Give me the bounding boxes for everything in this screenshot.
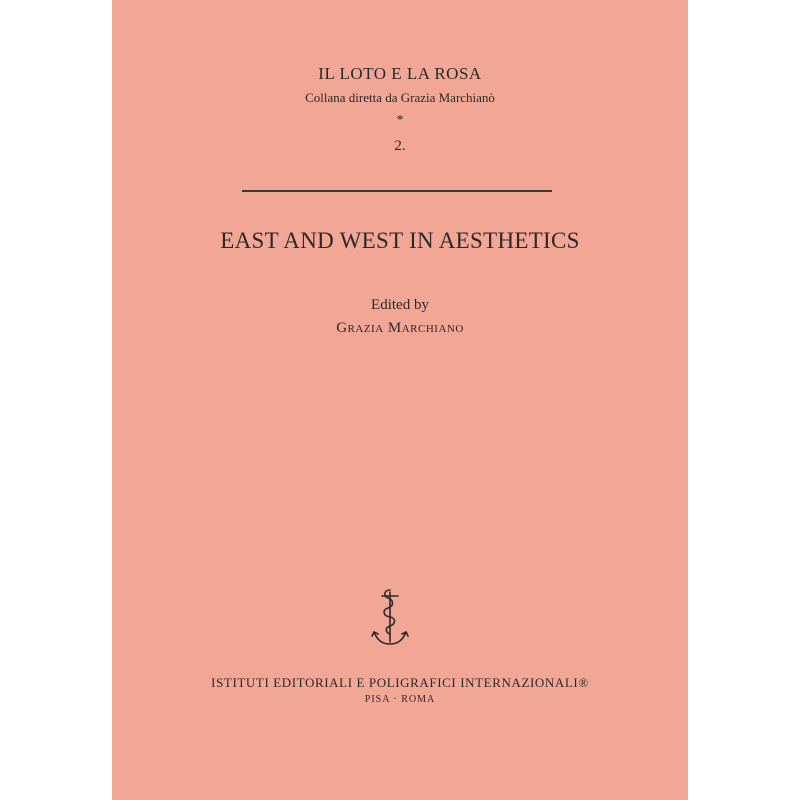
series-ornament: * [396,113,404,128]
divider-rule [242,190,552,192]
series-subtitle: Collana diretta da Grazia Marchianò [305,90,495,105]
editor-name: Grazia Marchiano [336,320,464,336]
series-title: IL LOTO E LA ROSA [318,64,482,83]
publisher-name: ISTITUTI EDITORIALI E POLIGRAFICI INTERNAZIONALI® [211,675,589,690]
book-cover [112,0,688,800]
book-title: EAST AND WEST IN AESTHETICS [220,228,580,253]
volume-number: 2. [394,138,406,154]
publisher-city: PISA · ROMA [364,694,436,705]
edited-by-label: Edited by [371,297,429,313]
anchor-emblem-icon [370,586,410,648]
